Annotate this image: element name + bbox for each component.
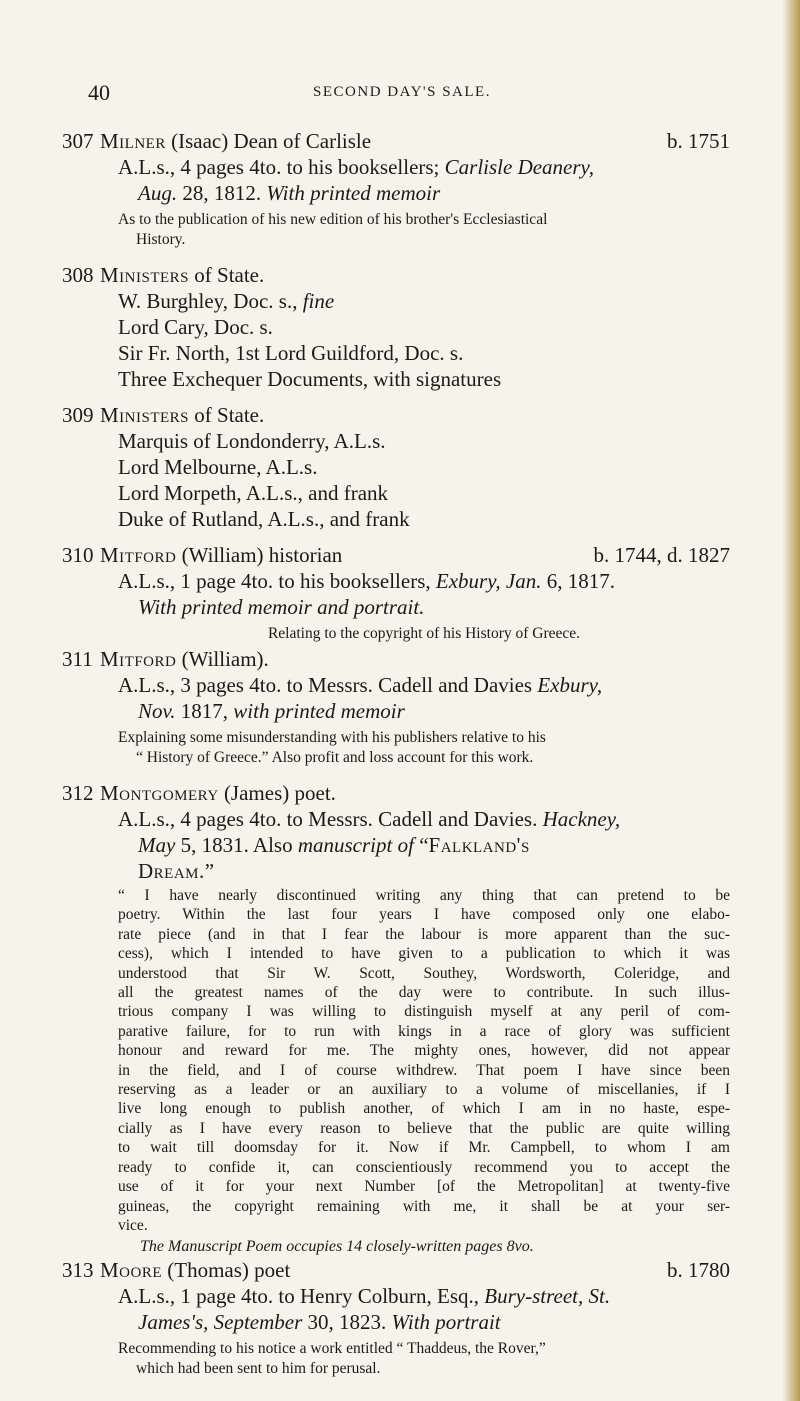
lot-name: Ministers: [100, 403, 190, 427]
lot-title: of State.: [189, 403, 265, 427]
page-header: [88, 80, 716, 110]
desc-place: Bury-street, St.: [484, 1284, 611, 1309]
desc-text: A.L.s., 1 page 4to. to Henry Colburn, Esq.,: [118, 1284, 485, 1309]
quote-line: cess), which I intended to have given to a publication to which it was: [118, 945, 730, 963]
lot-description-cont: With printed memoir and portrait.: [138, 595, 425, 619]
lot-item: Sir Fr. North, 1st Lord Guildford, Doc. s.: [118, 341, 464, 365]
lot-dates: b. 1744, d. 1827: [593, 543, 730, 567]
lot-number: 307: [62, 129, 94, 153]
note-line: Recommending to his notice a work entitled “ Thaddeus, the Rover,”: [118, 1340, 546, 1358]
lot-list: [62, 128, 730, 1381]
lot-number: 313: [62, 1258, 94, 1283]
lot-title: (Thomas) poet: [162, 1258, 291, 1283]
lot-description-cont: [100, 1309, 730, 1335]
lot-description: [100, 154, 730, 180]
lot-description-cont: [100, 698, 730, 724]
lot-307: [62, 128, 730, 250]
desc-extra: With printed memoir: [266, 181, 441, 205]
quote-line: ready to confide it, can conscientiously recommend you to accept the: [118, 1158, 730, 1176]
lot-heading: [100, 402, 730, 428]
lot-description: [100, 806, 730, 832]
lot-note: Relating to the copyright of his History of Greece.: [267, 625, 581, 642]
quote-line: trious company I was willing to distinguish myself at any peril of com-: [118, 1003, 730, 1021]
desc-place-month: James's, September: [138, 1310, 303, 1335]
quote-line: in the field, and I of course withdrew. That poem I have since been: [118, 1061, 730, 1079]
lot-number: 311: [62, 647, 93, 671]
desc-month: May: [138, 833, 176, 857]
page-edge: [782, 0, 800, 1401]
desc-extra: With portrait: [391, 1310, 501, 1335]
lot-item: Lord Melbourne, A.L.s.: [118, 455, 318, 479]
lot-311: [62, 646, 730, 768]
quote-line: guineas, the copyright remaining with me, it shall be at your ser-: [118, 1197, 730, 1215]
desc-date: 5, 1831. Also: [175, 833, 298, 857]
desc-quote-mark: ”: [204, 859, 215, 883]
desc-month: Aug.: [138, 181, 178, 205]
lot-footnote: The Manuscript Poem occupies 14 closely-written pages 8vo.: [140, 1238, 534, 1256]
lot-name: Ministers: [100, 263, 190, 287]
lot-number: 308: [62, 263, 94, 287]
lot-description: [100, 568, 730, 594]
lot-description: [100, 672, 730, 698]
quote-line: reserving as a leader or an auxiliary to a volume of miscellanies, if I: [118, 1081, 730, 1099]
lot-note: [100, 210, 730, 250]
lot-item: Lord Cary, Doc. s.: [118, 315, 273, 339]
lot-title: (Isaac) Dean of Carlisle: [165, 129, 372, 153]
desc-work-title: Dream.: [138, 859, 205, 883]
lot-name: Mitford: [100, 647, 177, 671]
lot-item: [100, 288, 730, 314]
lot-heading: [100, 128, 730, 154]
desc-text: A.L.s., 3 pages 4to. to Messrs. Cadell and Davies: [118, 673, 538, 697]
note-line: which had been sent to him for perusal.: [136, 1360, 381, 1378]
lot-title: (William) historian: [176, 543, 343, 567]
lot-title: (James) poet.: [218, 781, 336, 805]
lot-title: of State.: [189, 263, 265, 287]
lot-note: [100, 1339, 730, 1379]
quote-line: parative failure, for to run with kings in a race of glory was sufficient: [118, 1022, 730, 1040]
lot-name: Milner: [100, 129, 166, 153]
lot-310: [62, 542, 730, 644]
lot-name: Moore: [100, 1258, 163, 1283]
desc-date: 28, 1812.: [177, 181, 267, 205]
lot-308: [62, 262, 730, 392]
quote-line: vice.: [118, 1216, 148, 1234]
desc-text: A.L.s., 4 pages 4to. to Messrs. Cadell and Davies.: [118, 807, 543, 831]
item-text: W. Burghley, Doc. s.,: [118, 289, 303, 313]
quote-line: understood that Sir W. Scott, Southey, Wordsworth, Coleridge, and: [118, 964, 730, 982]
note-line: Explaining some misunderstanding with his publishers relative to his: [118, 729, 546, 746]
lot-heading: [100, 262, 730, 288]
lot-dates: b. 1751: [667, 129, 730, 153]
lot-note: [100, 728, 730, 768]
lot-heading: [100, 780, 730, 806]
lot-item: Lord Morpeth, A.L.s., and frank: [118, 481, 389, 505]
desc-extra: manuscript of: [297, 833, 414, 857]
lot-number: 309: [62, 403, 94, 427]
note-line: “ History of Greece.” Also profit and loss account for this work.: [136, 749, 534, 766]
lot-heading: [100, 1257, 730, 1283]
lot-name: Mitford: [100, 543, 177, 567]
lot-dates: b. 1780: [667, 1258, 730, 1283]
desc-quote-mark: “: [413, 833, 429, 857]
quote-line: “ I have nearly discontinued writing any thing that can pretend to be: [118, 887, 730, 904]
quote-line: honour and reward for me. The mighty ones, however, did not appear: [118, 1042, 730, 1060]
quote-line: use of it for your next Number [of the Metropolitan] at twenty-five: [118, 1178, 730, 1196]
lot-number: 312: [62, 781, 94, 805]
lot-description-cont: [100, 858, 730, 884]
desc-date: 1817,: [175, 699, 234, 723]
quote-line: all the greatest names of the day were to contribute. In such illus-: [118, 984, 730, 1002]
desc-text: A.L.s., 1 page 4to. to his booksellers,: [118, 569, 436, 593]
lot-312: [62, 780, 730, 1257]
quote-line: cially as I have every reason to believe that the public are quite willing: [118, 1119, 730, 1137]
lot-heading: [100, 542, 730, 568]
item-grade: fine: [302, 289, 335, 313]
desc-month: Nov.: [138, 699, 176, 723]
quote-line: poetry. Within the last four years I have composed only one elabo-: [118, 906, 730, 924]
desc-text: A.L.s., 4 pages 4to. to his booksellers;: [118, 155, 445, 179]
lot-quotation: [100, 886, 730, 1235]
desc-place: Hackney,: [542, 807, 621, 831]
note-line: As to the publication of his new edition of his brother's Ecclesiastical: [118, 211, 548, 228]
lot-description-cont: [100, 832, 730, 858]
quote-line: to wait till doomsday for it. Now if Mr. Campbell, to whom I am: [118, 1139, 730, 1157]
lot-309: [62, 402, 730, 532]
desc-place: Exbury,: [537, 673, 603, 697]
desc-date: 30, 1823.: [302, 1310, 392, 1335]
lot-description-cont: [100, 180, 730, 206]
desc-work-title: Falkland's: [428, 833, 530, 857]
lot-heading: [100, 646, 730, 672]
desc-extra: with printed memoir: [233, 699, 405, 723]
page-number: 40: [88, 80, 110, 105]
running-head: SECOND DAY'S SALE.: [313, 84, 491, 100]
quote-line: live long enough to publish another, of which I am in no haste, espe-: [118, 1100, 730, 1118]
lot-name: Montgomery: [100, 781, 219, 805]
lot-item: Three Exchequer Documents, with signatures: [118, 367, 502, 391]
lot-item: Marquis of Londonderry, A.L.s.: [118, 429, 386, 453]
lot-description: [100, 1283, 730, 1309]
desc-date: 6, 1817.: [541, 569, 615, 593]
quote-line: rate piece (and in that I fear the labour is more apparent than the suc-: [118, 925, 730, 943]
desc-place: Exbury, Jan.: [435, 569, 542, 593]
lot-item: Duke of Rutland, A.L.s., and frank: [118, 507, 410, 531]
lot-313: [62, 1257, 730, 1379]
lot-number: 310: [62, 543, 94, 567]
lot-title: (William).: [176, 647, 269, 671]
note-line: History.: [136, 231, 186, 248]
desc-place: Carlisle Deanery,: [444, 155, 594, 179]
